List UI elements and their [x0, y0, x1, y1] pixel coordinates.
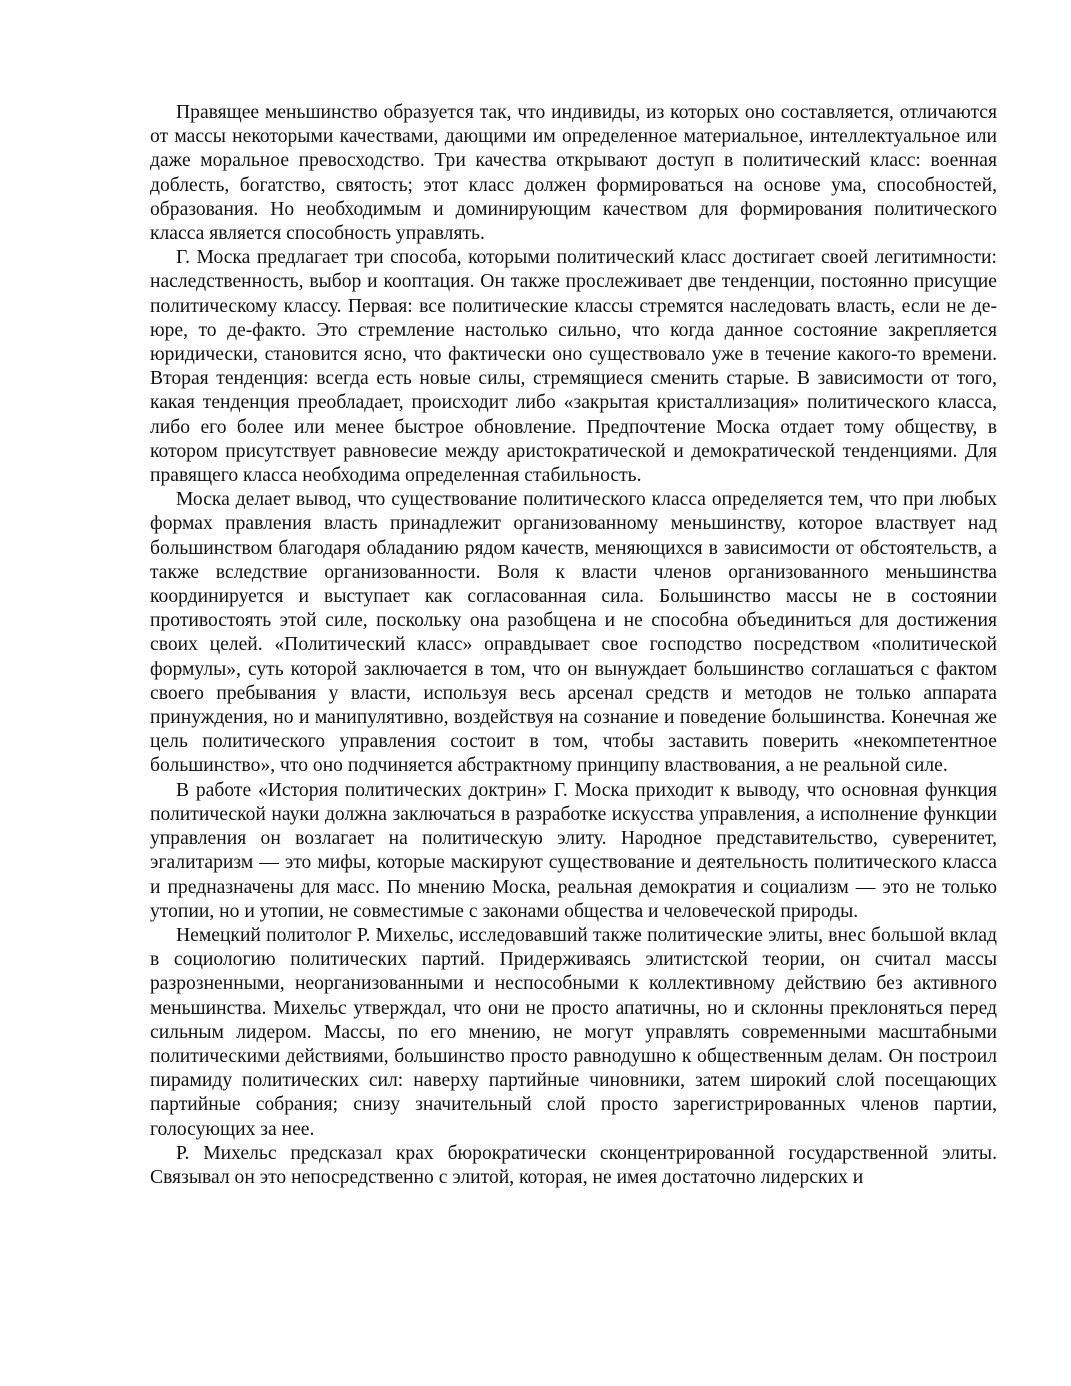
paragraph-1: Правящее меньшинство образуется так, что индивиды, из которых оно составляется, отличаются от массы некоторыми качествами, дающими им определенное материальное, интеллектуальное или даже моральное превосходство. Три качества открывают доступ в политический класс: военная доблесть, богатство, святость; этот класс должен формироваться на основе ума, способностей, образования. Но необходимым и доминирующим качеством для формирования политического класса является способность управлять.	[150, 102, 997, 245]
paragraph-5: Немецкий политолог Р. Михельс, исследовавший также политические элиты, внес большой вклад в социологию политических партий. Придерживаясь элитистской теории, он считал массы разрозненными, неорганизованными и неспособными к коллективному действию без активного меньшинства. Михельс утверждал, что они не просто апатичны, но и склонны преклоняться перед сильным лидером. Массы, по его мнению, не могут управлять современными масштабными политическими действиями, большинство просто равнодушно к общественным делам. Он построил пирамиду политических сил: наверху партийные чиновники, затем широкий слой посещающих партийные собрания; снизу значительный слой просто зарегистрированных членов партии, голосующих за нее.	[150, 924, 997, 1140]
paragraph-3: Моска делает вывод, что существование политического класса определяется тем, что при любых формах правления власть принадлежит организованному меньшинству, которое властвует над большинством благодаря обладанию рядом качеств, меняющихся в зависимости от обстоятельств, а также вследствие организованности. Воля к власти членов организованного меньшинства координируется и выступает как согласованная сила. Большинство массы не в состоянии противостоять этой силе, поскольку она разобщена и не способна объединиться для достижения своих целей. «Политический класс» оправдывает свое господство посредством «политической формулы», суть которой заключается в том, что он вынуждает большинство соглашаться с фактом своего пребывания у власти, используя весь арсенал средств и методов не только аппарата принуждения, но и манипулятивно, воздействуя на сознание и поведение большинства. Конечная же цель политического управления состоит в том, чтобы заставить поверить «некомпетентное большинство», что оно подчиняется абстрактному принципу властвования, а не реальной силе.	[150, 489, 997, 777]
document-page	[150, 101, 997, 1190]
paragraph-2: Г. Моска предлагает три способа, которыми политический класс достигает своей легитимности: наследственность, выбор и кооптация. Он также прослеживает две тенденции, постоянно присущие политическому классу. Первая: все политические классы стремятся наследовать власть, если не де-юре, то де-факто. Это стремление настолько сильно, что когда данное состояние закрепляется юридически, становится ясно, что фактически оно существовало уже в течение какого-то времени. Вторая тенденция: всегда есть новые силы, стремящиеся сменить старые. В зависимости от того, какая тенденция преобладает, происходит либо «закрытая кристаллизация» политического класса, либо его более или менее быстрое обновление. Предпочтение Моска отдает тому обществу, в котором присутствует равновесие между аристократической и демократической тенденциями. Для правящего класса необходима определенная стабильность.	[150, 247, 997, 487]
paragraph-6: Р. Михельс предсказал крах бюрократически сконцентрированной государственной элиты. Связывал он это непосредственно с элитой, которая, не имея достаточно лидерских и	[150, 1142, 997, 1188]
paragraph-4: В работе «История политических доктрин» Г. Моска приходит к выводу, что основная функция политической науки должна заключаться в разработке искусства управления, а исполнение функции управления он возлагает на политическую элиту. Народное представительство, суверенитет, эгалитаризм — это мифы, которые маскируют существование и деятельность политического класса и предназначены для масс. По мнению Моска, реальная демократия и социализм — это не только утопии, но и утопии, не совместимые с законами общества и человеческой природы.	[150, 779, 997, 922]
